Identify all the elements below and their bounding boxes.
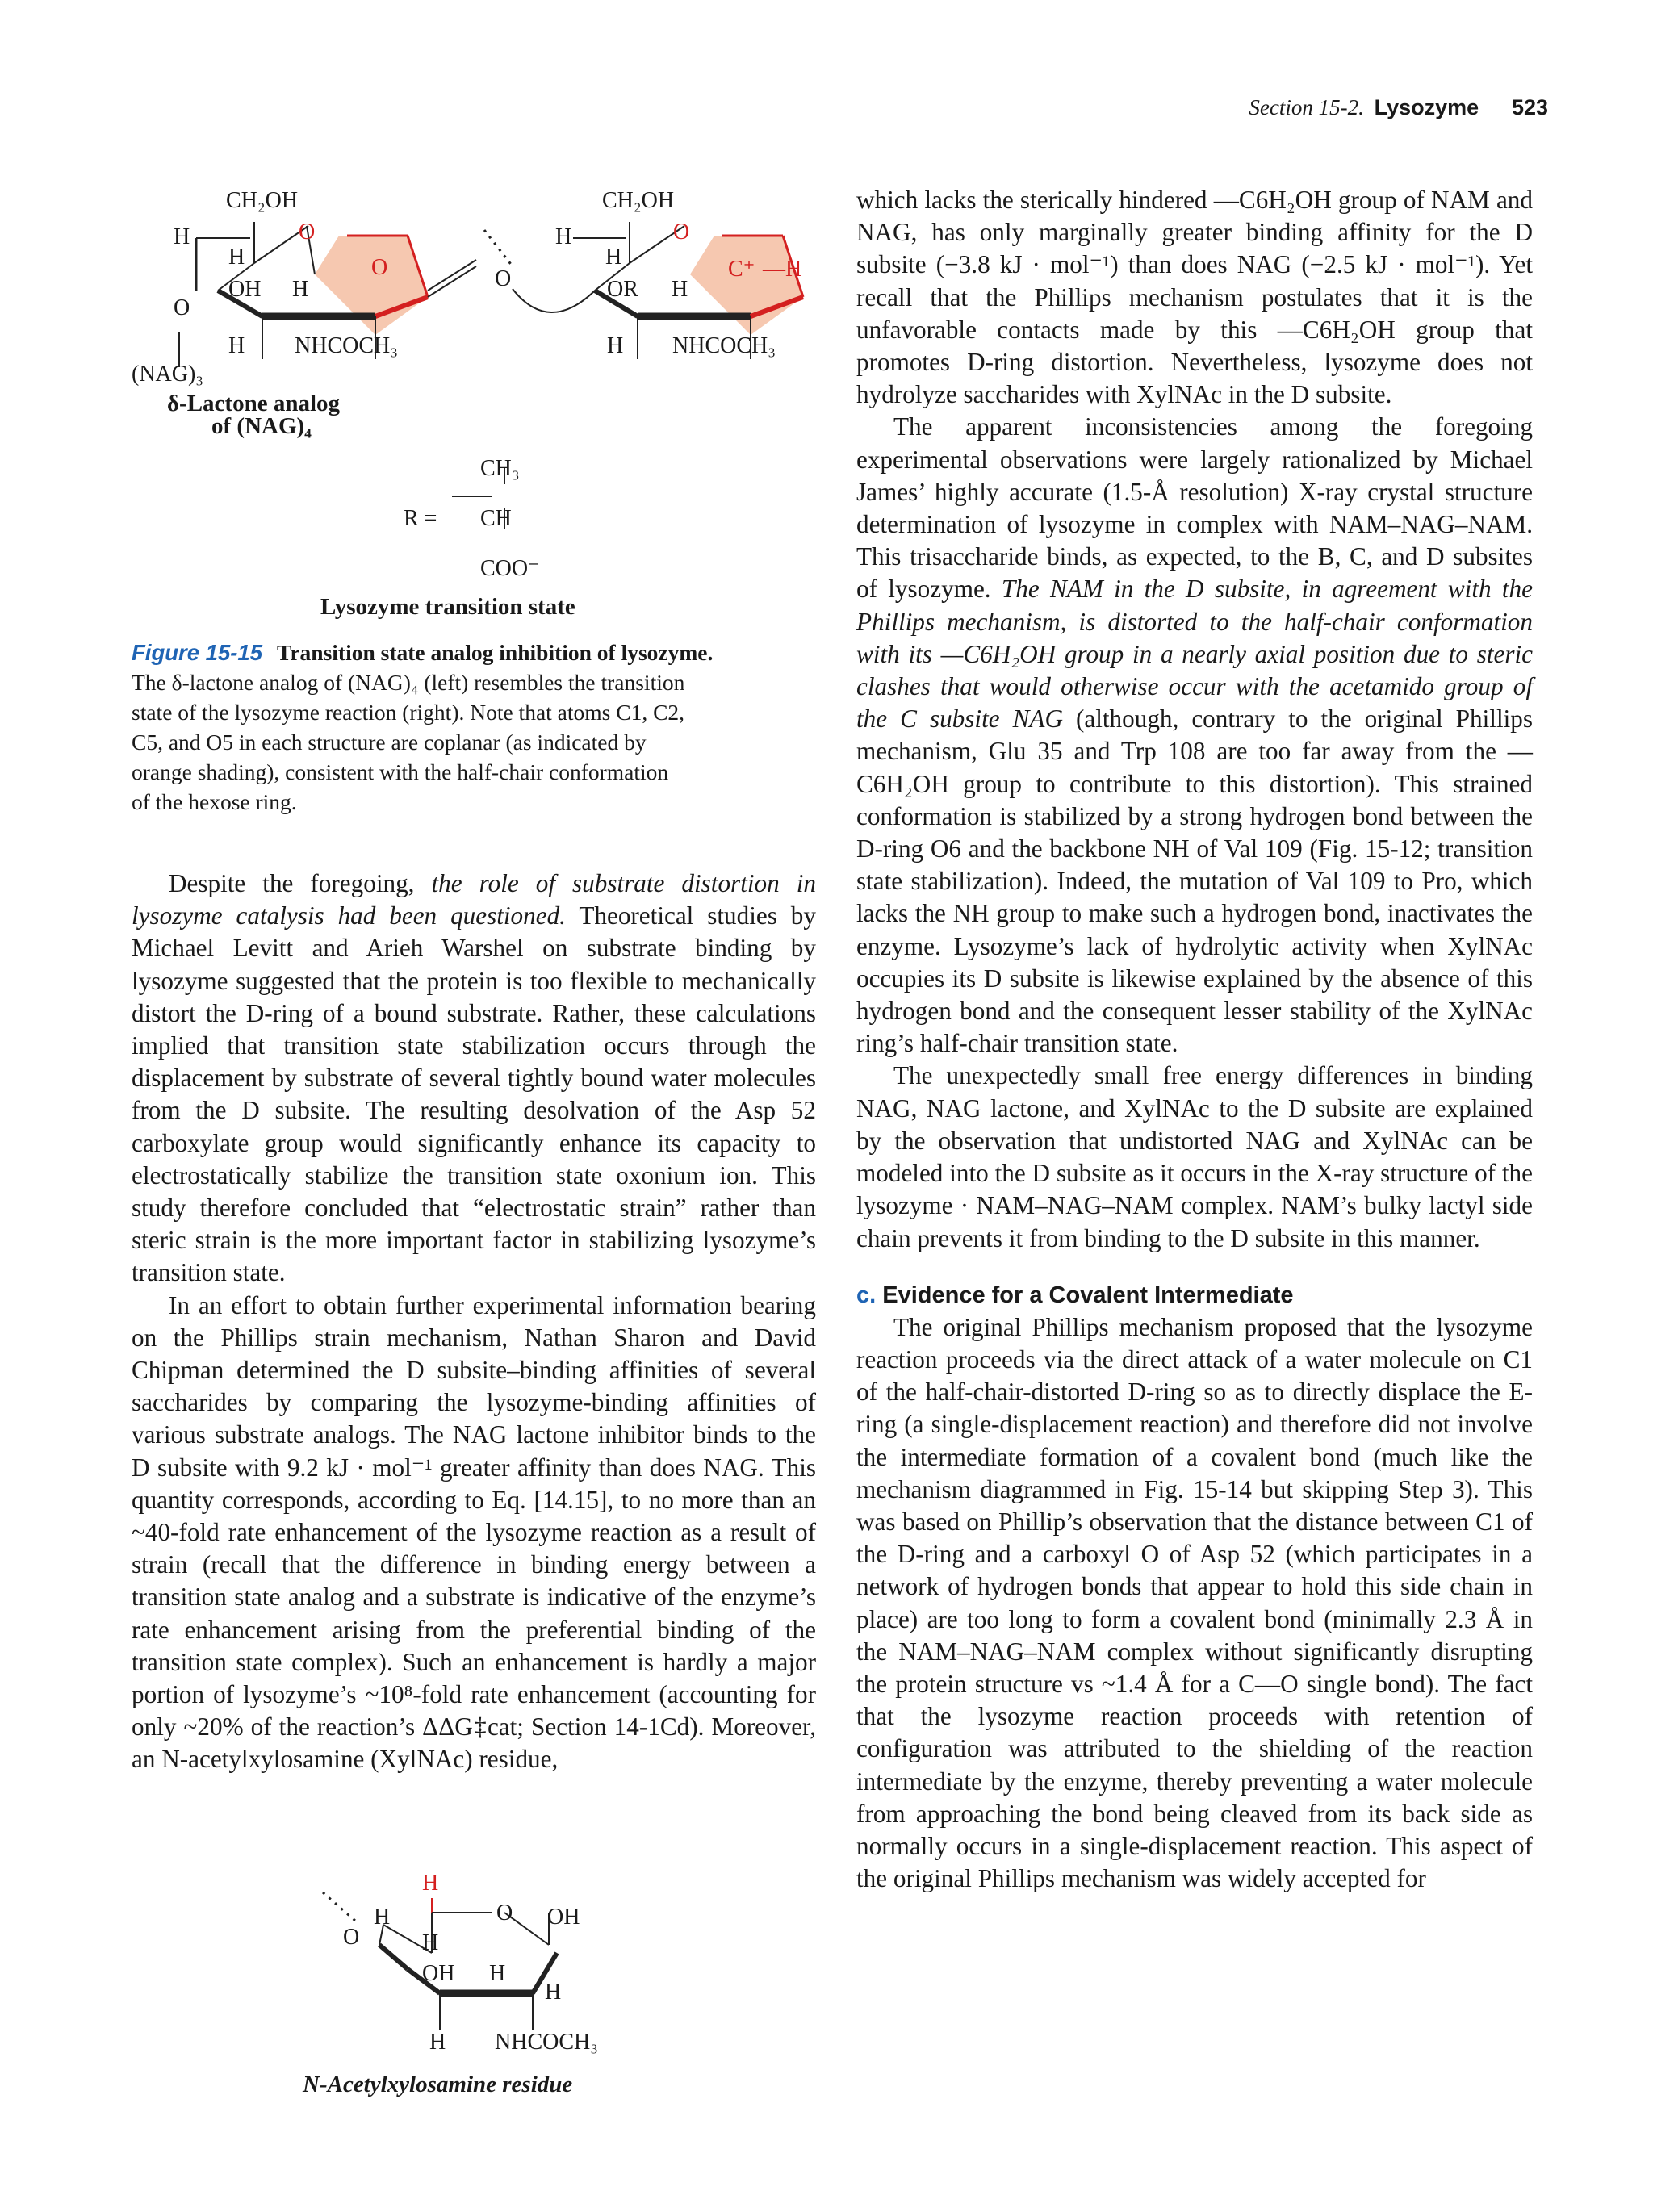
lactone-glyco-o: O — [174, 295, 190, 320]
lactone-label-1: δ-Lactone analog — [167, 391, 341, 416]
xyl-o-link: O — [343, 1925, 360, 1950]
left-column — [132, 868, 816, 1776]
caption-line-5: of the hexose ring. — [132, 789, 297, 814]
right-paragraph-1 — [856, 411, 1533, 1060]
caption-line-3: C5, and O5 in each structure are coplanar (as indicated by — [132, 730, 647, 755]
xyl-h-left: H — [374, 1905, 391, 1930]
page-number: 523 — [1511, 95, 1548, 119]
xyl-oh-right: OH — [547, 1905, 580, 1930]
section-label: Section 15-2. — [1249, 95, 1364, 119]
right-paragraph-0: which lacks the sterically hindered —C6H₂OH group of NAM and NAG, has only marginally greater binding affinity for the D subsite (−3.8 kJ · mol⁻¹) than does NAG (−2.5 kJ · mol⁻¹). Yet recall that the Phillips mechanism postulates that it is the unfavorable contacts made by this —C6H₂OH group that promotes D-ring distortion. Nevertheless, lysozyme does not hydrolyze saccharides with XylNAc in the D subsite. — [856, 186, 1533, 409]
ts-ch2oh: CH₂OH — [602, 188, 675, 213]
r-coo: COO⁻ — [480, 556, 540, 581]
r-ch: CH — [480, 506, 512, 531]
figure-caption — [132, 638, 777, 817]
subheading-text: Evidence for a Covalent Intermediate — [882, 1282, 1294, 1308]
ts-h-top: H — [555, 224, 572, 249]
xyl-oh: OH — [422, 1961, 455, 1986]
right-column — [856, 184, 1533, 1895]
ts-h-bottom: H — [607, 333, 624, 358]
caption-line-2: state of the lysozyme reaction (right). Note that atoms C1, C2, — [132, 700, 685, 725]
xyl-h-right: H — [545, 1980, 562, 2005]
lactone-ch2oh: CH₂OH — [226, 188, 299, 213]
ts-nhcoch3: NHCOCH₃ — [672, 333, 776, 358]
xylnac-structure-lines — [315, 1864, 654, 2058]
section-title: Lysozyme — [1374, 95, 1479, 119]
ts-ring-o: O — [673, 220, 690, 245]
ts-or: OR — [607, 277, 638, 302]
lactone-carbonyl-o: O — [371, 255, 388, 280]
lactone-h-inner: H — [292, 277, 309, 302]
xyl-h-inner: H — [489, 1961, 506, 1986]
r-ch3: CH₃ — [480, 456, 520, 481]
xyl-nhcoch3: NHCOCH₃ — [495, 2030, 598, 2055]
subheading-letter: c. — [856, 1282, 877, 1308]
lactone-h-bottom: H — [228, 333, 245, 358]
lactone-ring-o: O — [299, 220, 316, 245]
lactone-h-ring: H — [228, 245, 245, 270]
ts-label: Lysozyme transition state — [320, 594, 575, 620]
xyl-h-ring: H — [422, 1930, 439, 1955]
left-paragraph-1-emphasis: the role of substrate distortion in lysozyme catalysis had been questioned. — [132, 869, 816, 930]
figure-title: Transition state analog inhibition of lysozyme. — [277, 640, 714, 665]
left-paragraph-1: Despite the foregoing, the role of substrate distortion in lysozyme catalysis had been questioned. Theoretical studies by Michael Levitt and Arieh Warshel on substrate binding by lysozyme suggested that the protein is too flexible to mechanically distort the D-ring of a bound substrate. Rather, these calculations implied that transition state stabilization occurs through the displacement by substrate of several tightly bound water molecules from the D subsite. The resulting desolvation of the Asp 52 carboxylate group would significantly enhance its capacity to electrostatically stabilize the transition state oxonium ion. This study therefore concluded that “electrostatic strain” rather than steric strain is the more important factor in stabilizing lysozyme’s transition state. — [132, 869, 816, 1287]
lactone-nag3: (NAG)₃ — [132, 362, 204, 387]
lactone-nhcoch3: NHCOCH₃ — [295, 333, 398, 358]
caption-line-4: orange shading), consistent with the half-chair conformation — [132, 759, 669, 784]
right-paragraph-2: The unexpectedly small free energy differences in binding NAG, NAG lactone, and XylNAc to the D subsite are explained by the observation that undistorted NAG and XylNAc can be modeled into the D subsite as it occurs in the X-ray structure of the lysozyme · NAM–NAG–NAM complex. NAM’s bulky lactyl side chain prevents it from binding to the D subsite in this manner. — [856, 1061, 1533, 1252]
ts-h-ring: H — [605, 245, 622, 270]
r-equals: R = — [404, 506, 437, 531]
ts-plane-shading — [690, 236, 803, 335]
xyl-label: N-Acetylxylosamine residue — [303, 2072, 573, 2097]
xyl-h-red: H — [422, 1871, 439, 1896]
section-subheading — [856, 1279, 1533, 1311]
ts-cation: C⁺ — [728, 257, 755, 282]
caption-line-1: The δ-lactone analog of (NAG)₄ (left) resembles the transition — [132, 670, 685, 695]
xyl-ring-o: O — [496, 1900, 513, 1926]
running-header — [1249, 95, 1548, 120]
lactone-oh: OH — [228, 277, 262, 302]
ts-o-link: O — [495, 266, 512, 291]
right-paragraph-1-italic: The NAM in the D subsite, in agreement with the Phillips mechanism, is distorted to the half-chair conformation with its —C6H₂OH group in a nearly axial position due to steric clashes that would otherwise occur with the acetamido group of the C subsite NAG — [856, 575, 1533, 734]
right-paragraph-3: The original Phillips mechanism proposed that the lysozyme reaction proceeds via the direct attack of a water molecule on C1 of the half-chair-distorted D-ring so as to directly displace the E-ring (a single-displacement reaction) and therefore did not involve the intermediate formation of a covalent bond (much like the mechanism diagrammed in Fig. 15-14 but skipping Step 3). This was based on Phillip’s observation that the distance between C1 of the D-ring and a carboxyl O of Asp 52 (which participates in a network of hydrogen bonds that appear to hold this side chain in place) are too long to form a covalent bond (minimally 2.3 Å in the NAM–NAG–NAM complex without significantly disrupting the protein structure vs ~1.4 Å for a C—O single bond). The fact that the lysozyme reaction proceeds with retention of configuration was attributed to the shielding of the reaction intermediate by the enzyme, thereby preventing a water molecule from approaching the bond being cleaved from its back side as normally occurs in a single-displacement reaction. This aspect of the original Phillips mechanism was widely accepted for — [856, 1312, 1533, 1893]
ts-cation-h: —H — [763, 257, 802, 282]
lactone-plane-shading — [315, 236, 428, 335]
lactone-label-2: of (NAG)₄ — [211, 413, 312, 439]
ts-h-inner: H — [672, 277, 688, 302]
xyl-h-bottom: H — [429, 2030, 446, 2055]
lactone-h-top: H — [174, 224, 190, 249]
figure-number: Figure 15-15 — [132, 640, 263, 665]
right-paragraph-1b: (although, contrary to the original Phillips mechanism, Glu 35 and Trp 108 are too far away from the —C6H₂OH group to contribute to this distortion). This strained conformation is stabilized by a strong hydrogen bond between the D-ring O6 and the backbone NH of Val 109 (Fig. 15-12; transition state stabilization). Indeed, the mutation of Val 109 to Pro, which lacks the NH group to make such a hydrogen bond, inactivates the enzyme. Lysozyme’s lack of hydrolytic activity when XylNAc occupies its D subsite is likewise explained by the absence of this hydrogen bond and the consequent lesser stability of the XylNAc ring’s half-chair transition state. — [856, 705, 1534, 1058]
left-paragraph-2: In an effort to obtain further experimental information bearing on the Phillips strain mechanism, Nathan Sharon and David Chipman determined the D subsite–binding affinities of several saccharides by comparing the lysozyme-binding affinities of various substrate analogs. The NAG lactone inhibitor binds to the D subsite with 9.2 kJ · mol⁻¹ greater affinity than does NAG. This quantity corresponds, according to Eq. [14.15], to no more than an ~40-fold rate enhancement of the lysozyme reaction as a result of strain (recall that the difference in binding energy between a transition state analog and a substrate is indicative of the enzyme’s rate enhancement arising from the preferential binding of the transition state complex). Such an enhancement is hardly a major portion of lysozyme’s ~10⁸-fold rate enhancement (accounting for only ~20% of the reaction’s ΔΔG‡cat; Section 14-1Cd). Moreover, an N-acetylxylosamine (XylNAc) residue, — [132, 1290, 816, 1774]
right-paragraph-1a: The apparent inconsistencies among the foregoing experimental observations were largely rationalized by Michael James’ highly accurate (1.5-Å resolution) X-ray crystal structure determination of lysozyme in complex with NAM–NAG–NAM. This trisaccharide binds, as expected, to the B, C, and D subsites of lysozyme. — [856, 412, 1533, 604]
